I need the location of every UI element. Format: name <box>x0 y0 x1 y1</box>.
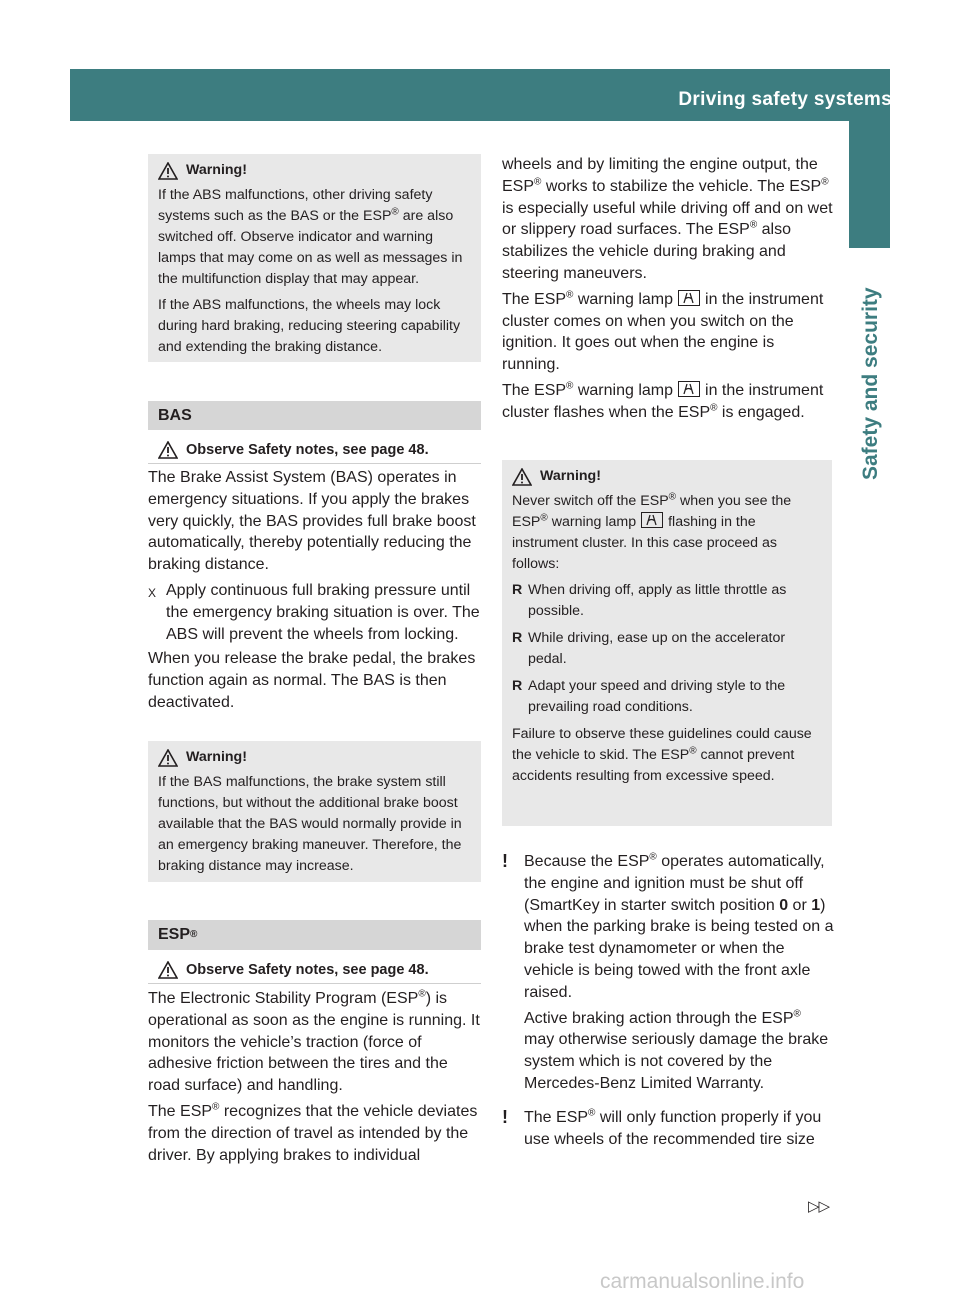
warning-text: If the ABS malfunctions, other driving safety systems such as the BAS or the ESP® are also switched off. Observe indicator and warning lamps that may come on as well as messages in the multifunction display that may appear. <box>158 187 463 287</box>
warning-triangle-icon <box>512 468 532 486</box>
warning-text: Never switch off the ESP® when you see the ESP® warning lamp flashing in the instrument cluster. In this case proceed as follows: <box>512 491 792 572</box>
warning-triangle-icon <box>158 749 178 767</box>
continue-arrow-icon: ▷▷ <box>808 1198 830 1215</box>
esp-warning-lamp-icon <box>678 290 700 306</box>
bullet-item: R While driving, ease up on the accelerator pedal. <box>512 630 786 667</box>
observe-safety-note: Observe Safety notes, see page 48. <box>148 961 481 984</box>
paragraph: Active braking action through the ESP® may otherwise seriously damage the brake system which is not covered by the Mercedes-Benz Limited Warranty. <box>524 1008 829 1092</box>
paragraph: When you release the brake pedal, the brakes function again as normal. The BAS is then deactivated. <box>148 650 476 711</box>
esp-continued-body <box>502 154 835 428</box>
paragraph: The ESP® recognizes that the vehicle deviates from the direction of travel as intended by the driver. By applying brakes to individual <box>148 1101 478 1164</box>
note-item <box>502 1107 835 1155</box>
instruction-step: X Apply continuous full braking pressure until the emergency braking situation is over. The ABS will prevent the wheels from locking. <box>148 580 481 645</box>
warning-heading: Warning! <box>512 466 822 487</box>
warning-triangle-icon <box>158 961 178 979</box>
bas-warning-box <box>148 741 481 882</box>
warning-heading: Warning! <box>158 160 471 181</box>
bullet-item: R When driving off, apply as little throttle as possible. <box>512 582 787 619</box>
page-number: 49 <box>912 89 934 110</box>
paragraph: The Electronic Stability Program (ESP®) is operational as soon as the engine is running. It monitors the vehicle’s traction (force of adhesive friction between the tires and the road surface) and handling. <box>148 988 480 1095</box>
esp-warning-box <box>502 460 832 826</box>
warning-text: If the BAS malfunctions, the brake system still functions, but without the additional brake boost available that the BAS would normally provide in an emergency braking maneuver. Therefore, the braking distance may increase. <box>158 774 462 874</box>
abs-warning-box <box>148 154 481 362</box>
paragraph: wheels and by limiting the engine output, the ESP® works to stabilize the vehicle. The ESP® is especially useful while driving off and on wet or slippery road surfaces. The ESP® also stabilizes the vehicle during braking and steering maneuvers. <box>502 156 833 282</box>
esp-warning-lamp-icon <box>641 512 663 528</box>
bullet-item: R Adapt your speed and driving style to the prevailing road conditions. <box>512 678 786 715</box>
warning-heading: Warning! <box>158 747 471 768</box>
warning-text: Failure to observe these guidelines could cause the vehicle to skid. The ESP® cannot prevent accidents resulting from excessive speed. <box>512 726 812 784</box>
watermark: carmanualsonline.info <box>600 1270 805 1293</box>
note-mark-icon: ! <box>502 1106 508 1127</box>
note-mark-icon: ! <box>502 851 508 871</box>
esp-warning-lamp-icon <box>678 381 700 397</box>
paragraph: The ESP® will only function properly if you use wheels of the recommended tire size <box>524 1107 822 1148</box>
paragraph: The ESP® warning lamp in the instrument cluster comes on when you switch on the ignition. It goes out when the engine is running. <box>502 289 824 374</box>
observe-safety-note: Observe Safety notes, see page 48. <box>148 441 481 464</box>
chapter-title: Driving safety systems <box>678 89 892 110</box>
page-header <box>70 69 934 121</box>
esp-body <box>148 988 481 1170</box>
header-divider <box>897 69 901 121</box>
section-heading-bas: BAS <box>148 401 481 430</box>
note-item <box>502 851 835 1099</box>
section-heading-esp: ESP ® <box>148 920 481 950</box>
paragraph: The ESP® warning lamp in the instrument cluster flashes when the ESP® is engaged. <box>502 380 824 421</box>
paragraph: The Brake Assist System (BAS) operates in emergency situations. If you apply the brakes very quickly, the BAS provides full brake boost automatically, thereby potentially reducing the braking distance. <box>148 469 476 574</box>
side-tab-label: Safety and security <box>859 287 882 480</box>
warning-triangle-icon <box>158 441 178 459</box>
paragraph: Because the ESP® operates automatically, the engine and ignition must be shut off (SmartKey in starter switch position 0 or 1) when the parking brake is being tested on a brake test dynamometer or when the vehicle is being towed with the front axle raised. <box>524 851 834 1001</box>
side-tab <box>849 121 890 248</box>
warning-text: If the ABS malfunctions, the wheels may lock during hard braking, reducing steering capability and extending the braking distance. <box>158 297 461 355</box>
esp-notes <box>502 851 835 1154</box>
step-arrow-icon: X <box>148 585 157 600</box>
warning-triangle-icon <box>158 162 178 180</box>
bas-body <box>148 467 481 718</box>
